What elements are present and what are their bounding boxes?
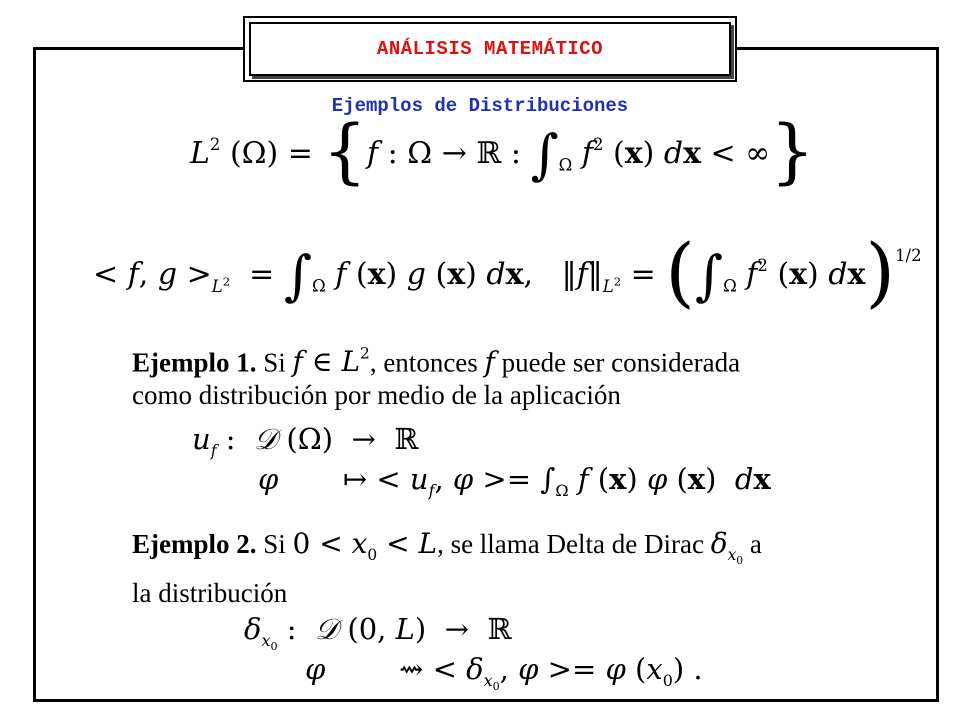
example1-text-a: Si — [263, 347, 286, 378]
example2-paragraph: Ejemplo 2. Si $0 < x_0 < L$, se llama Delta de Dirac $\delta_{x_0}$ a la distribución — [132, 527, 762, 608]
example2-text-b: , se llama Delta de Dirac — [437, 529, 704, 559]
example2-text-line2: la distribución — [132, 578, 288, 608]
example1-text-c: puede ser considerada — [501, 347, 741, 378]
example2-text-a: Si — [263, 529, 286, 559]
example1-text-b: , entonces — [369, 347, 478, 378]
example1-mapping-line2: φ ↦ < $u_f$, $\varphi >= \int_\Omega$ f (x) φ (x) dx — [258, 462, 771, 501]
example2-mapping-line1: $\delta_{x_0}$ : 𝒟 (0, L) → ℝ — [244, 612, 512, 654]
example1-mapping-line1: $u_f$ : 𝒟 (Ω) → ℝ — [192, 422, 419, 461]
slide-subtitle: Ejemplos de Distribuciones — [331, 95, 629, 117]
slide-title: ANÁLISIS MATEMÁTICO — [249, 22, 731, 76]
example2-text-c: a — [749, 529, 762, 559]
inner-product-and-norm: < f, $g >_{L^2} = \int_\Omega$ f (x) g (x) dx, $‖f‖_{L^2} = (\int_\Omega$ $f^2$ (x) dx)$^{1/2}$ — [93, 227, 922, 317]
l2-space-definition: $L^2$ (Ω) = {f : Ω → ℝ : $\int_\Omega$ $f^2$ (x) dx < ∞} — [190, 110, 815, 193]
example1-paragraph: Ejemplo 1. Si f ∈ $L^2$, entonces f puede ser considerada como distribución por medio de la aplicación — [132, 345, 741, 411]
example2-label: Ejemplo 2. — [132, 529, 257, 559]
example1-label: Ejemplo 1. — [132, 347, 257, 378]
title-box — [243, 16, 737, 82]
example1-text-line2: como distribución por medio de la aplicación — [132, 380, 621, 411]
example2-mapping-line2: φ ⇝ < $\delta_{x_0}$, φ >= φ $(x_0)$ . — [305, 652, 703, 694]
